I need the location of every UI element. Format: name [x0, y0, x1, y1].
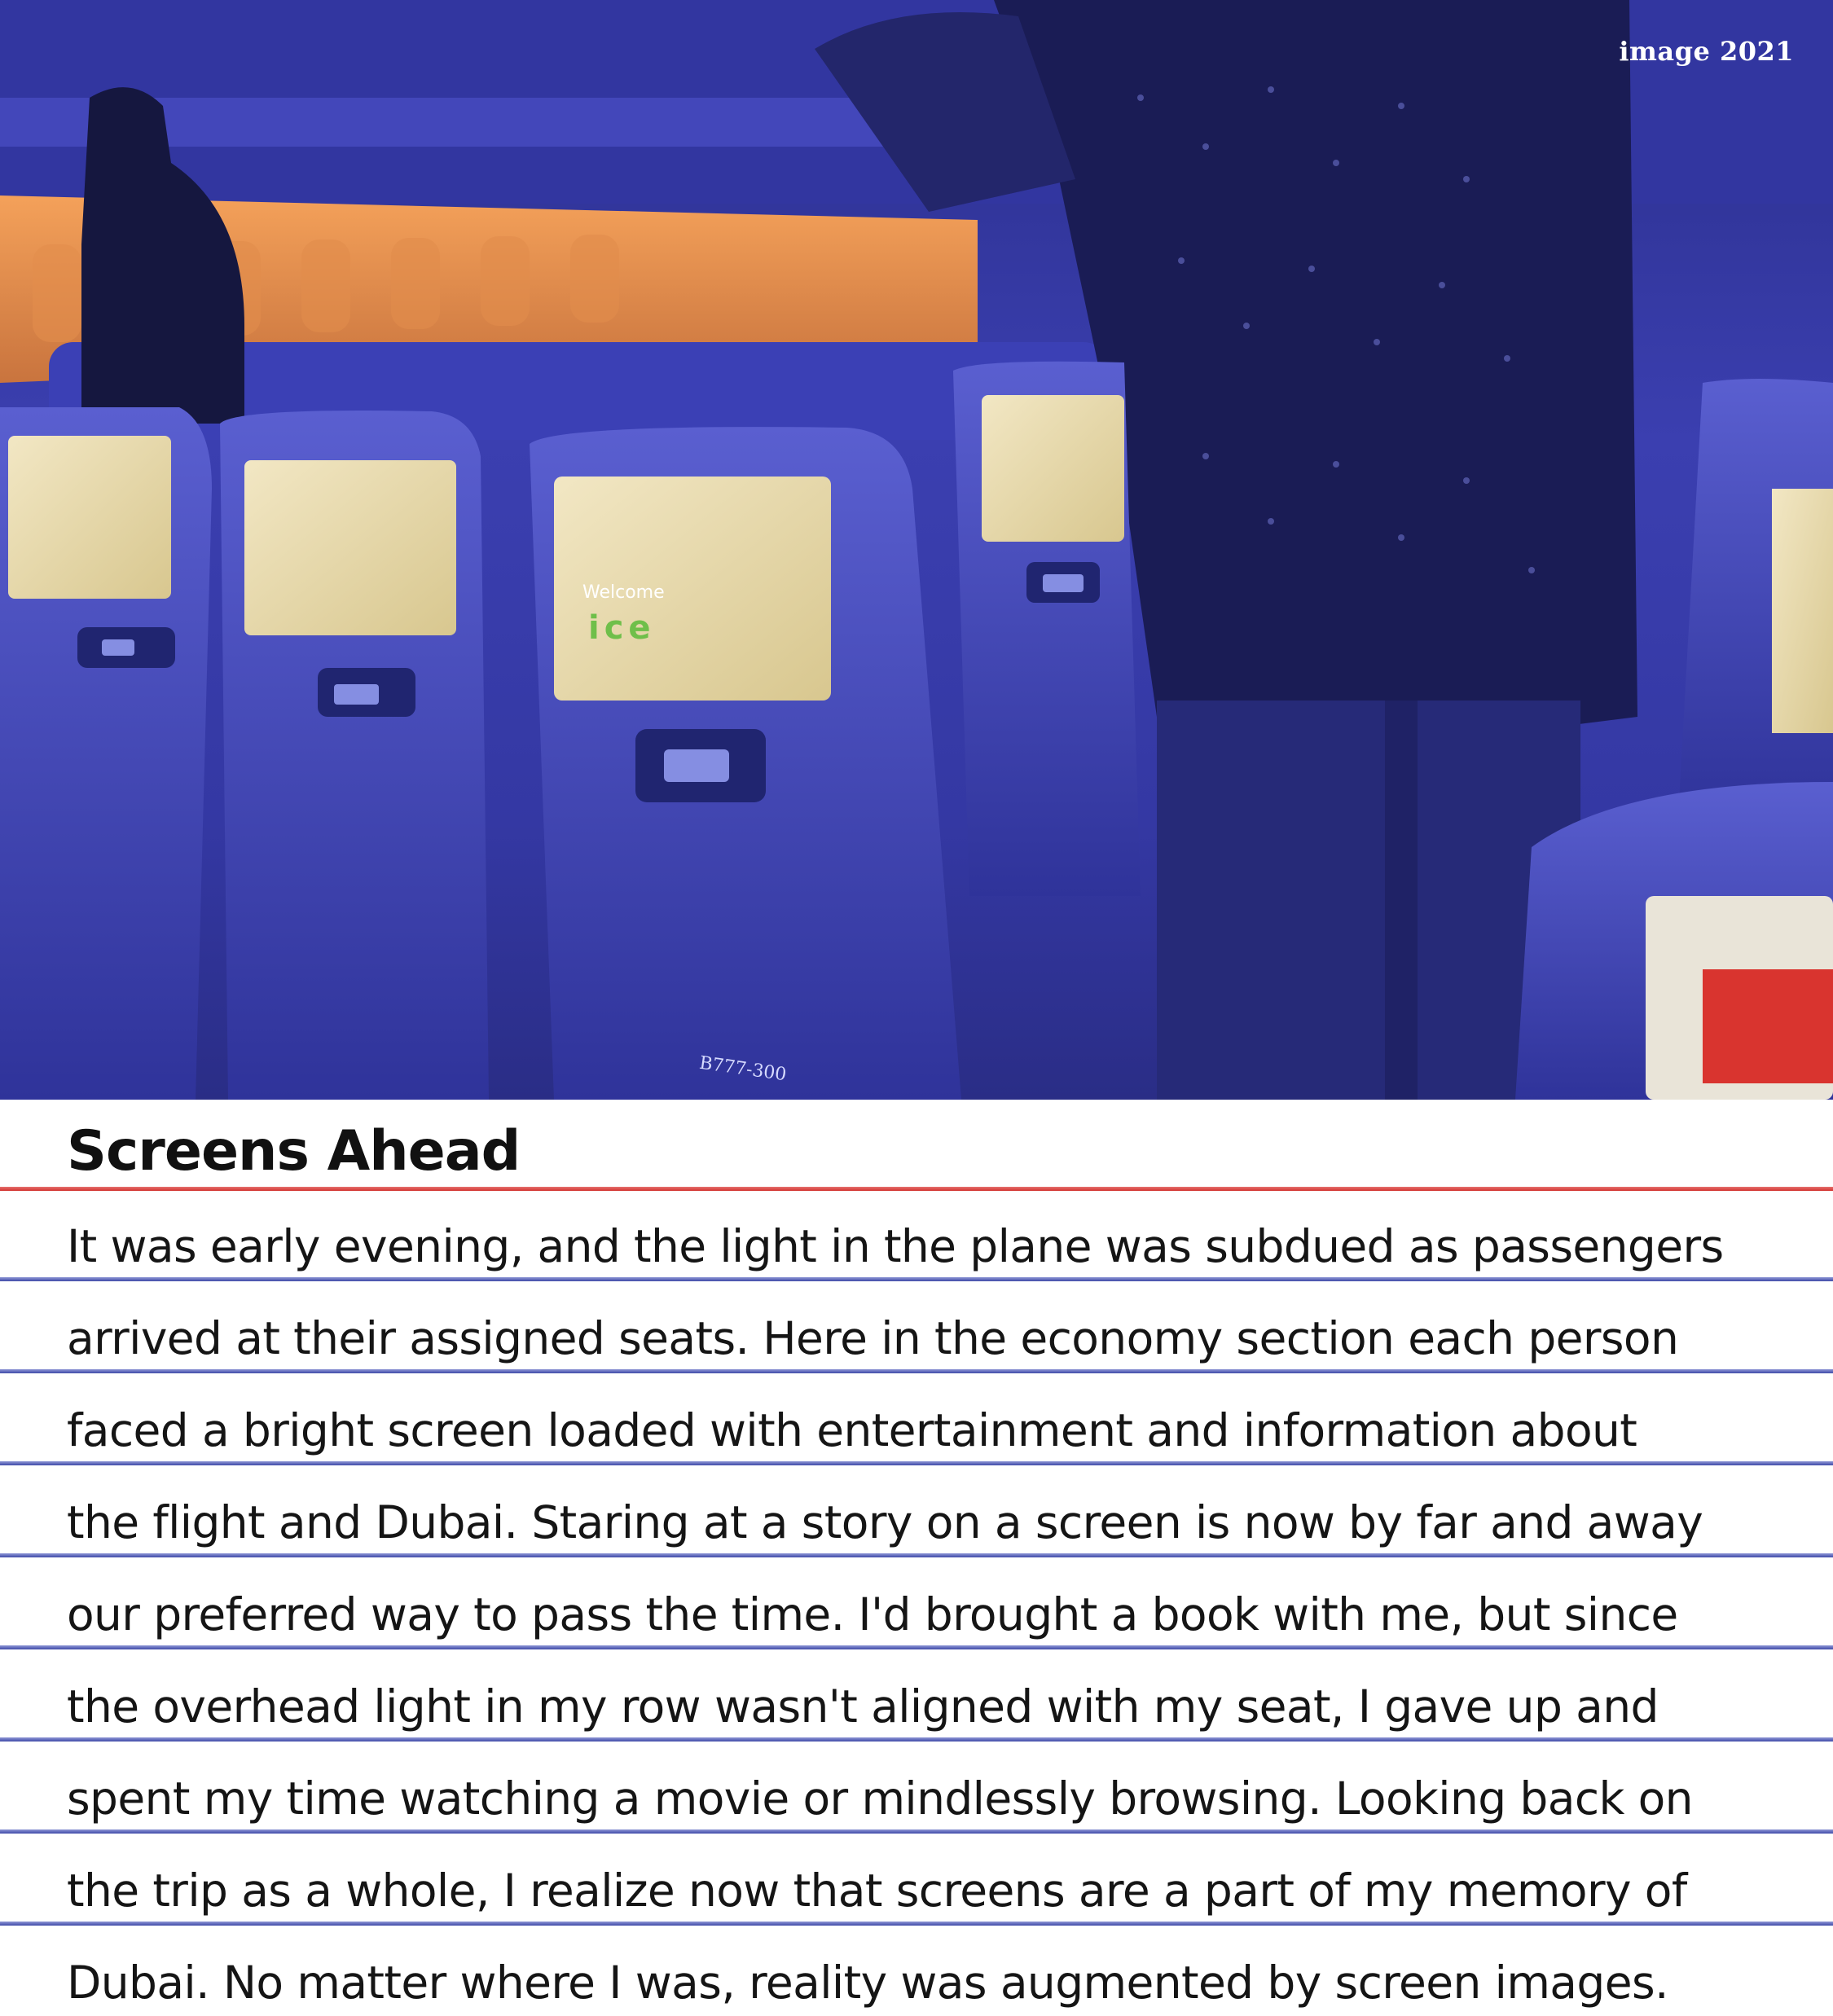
seat-placard: B777-300 [697, 1052, 788, 1086]
body-line: It was early evening, and the light in the plane was subdued as passengers [67, 1220, 1724, 1272]
line-rule [0, 1369, 1833, 1373]
body-line: Dubai. No matter where I was, reality was augmented by screen images. [67, 1957, 1668, 2009]
line-rule [0, 1737, 1833, 1741]
line-rule [0, 1922, 1833, 1926]
body-line: our preferred way to pass the time. I'd brought a book with me, but since [67, 1588, 1678, 1640]
line-rule [0, 1645, 1833, 1649]
title-rule [0, 1187, 1833, 1191]
seat-screen-logo: ice [588, 609, 656, 647]
article-title: Screens Ahead [67, 1119, 521, 1184]
line-rule [0, 1461, 1833, 1465]
body-line: the flight and Dubai. Staring at a story on a screen is now by far and away [67, 1496, 1703, 1548]
body-line: arrived at their assigned seats. Here in the economy section each person [67, 1312, 1679, 1364]
article [0, 1100, 1833, 2016]
body-line: faced a bright screen loaded with entertainment and information about [67, 1404, 1637, 1456]
seat-screen-welcome: Welcome [582, 582, 665, 603]
line-rule [0, 1829, 1833, 1834]
line-rule [0, 1553, 1833, 1557]
image-caption: image 2021 [1619, 36, 1794, 67]
body-line: the overhead light in my row wasn't aligned with my seat, I gave up and [67, 1680, 1659, 1733]
line-rule [0, 1277, 1833, 1281]
body-line: spent my time watching a movie or mindlessly browsing. Looking back on [67, 1772, 1693, 1825]
body-line: the trip as a whole, I realize now that screens are a part of my memory of [67, 1864, 1687, 1917]
